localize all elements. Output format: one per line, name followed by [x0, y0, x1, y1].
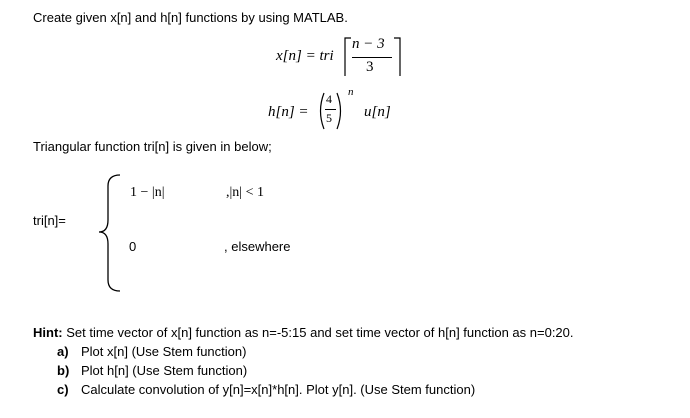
paren-left — [316, 91, 326, 131]
ceiling-bracket-right — [392, 36, 402, 78]
equation-x-fraction-bar — [352, 57, 392, 58]
tri-lhs: tri[n]= — [33, 213, 66, 228]
task-marker: a) — [57, 344, 69, 359]
hint-text: Set time vector of x[n] function as n=-5:15 and set time vector of h[n] function as n=0:20. — [62, 325, 574, 340]
equation-x-denominator: 3 — [366, 59, 374, 75]
tri-case2-condition: , elsewhere — [224, 239, 291, 254]
curly-brace — [94, 172, 124, 294]
task-marker: b) — [57, 363, 70, 378]
equation-h-lhs: h[n] = — [268, 104, 309, 120]
tri-case1-expression: 1 − |n| — [130, 185, 165, 200]
equation-x-numerator: n − 3 — [352, 36, 385, 52]
task-item-a — [57, 344, 246, 360]
equation-h-denominator: 5 — [326, 111, 332, 125]
tri-case2-expression: 0 — [129, 239, 137, 254]
equation-x-lhs: x[n] = tri — [276, 48, 334, 64]
task-item-b — [57, 363, 247, 379]
tri-case1-condition: ,|n| < 1 — [226, 185, 265, 200]
equation-h-numerator: 4 — [326, 92, 332, 106]
equation-h-exponent: n — [348, 86, 354, 98]
equation-h-rhs: u[n] — [364, 104, 391, 120]
task-text: Plot h[n] (Use Stem function) — [81, 363, 248, 378]
hint-line — [33, 325, 574, 341]
intro-text: Create given x[n] and h[n] functions by using MATLAB. — [33, 10, 348, 25]
task-item-c — [57, 382, 475, 398]
paren-right — [335, 91, 345, 131]
task-text: Calculate convolution of y[n]=x[n]*h[n]. Plot y[n]. (Use Stem function) — [81, 382, 476, 397]
hint-label: Hint: — [33, 325, 63, 340]
task-marker: c) — [57, 382, 69, 397]
task-text: Plot x[n] (Use Stem function) — [81, 344, 247, 359]
tri-intro-text: Triangular function tri[n] is given in below; — [33, 139, 272, 154]
